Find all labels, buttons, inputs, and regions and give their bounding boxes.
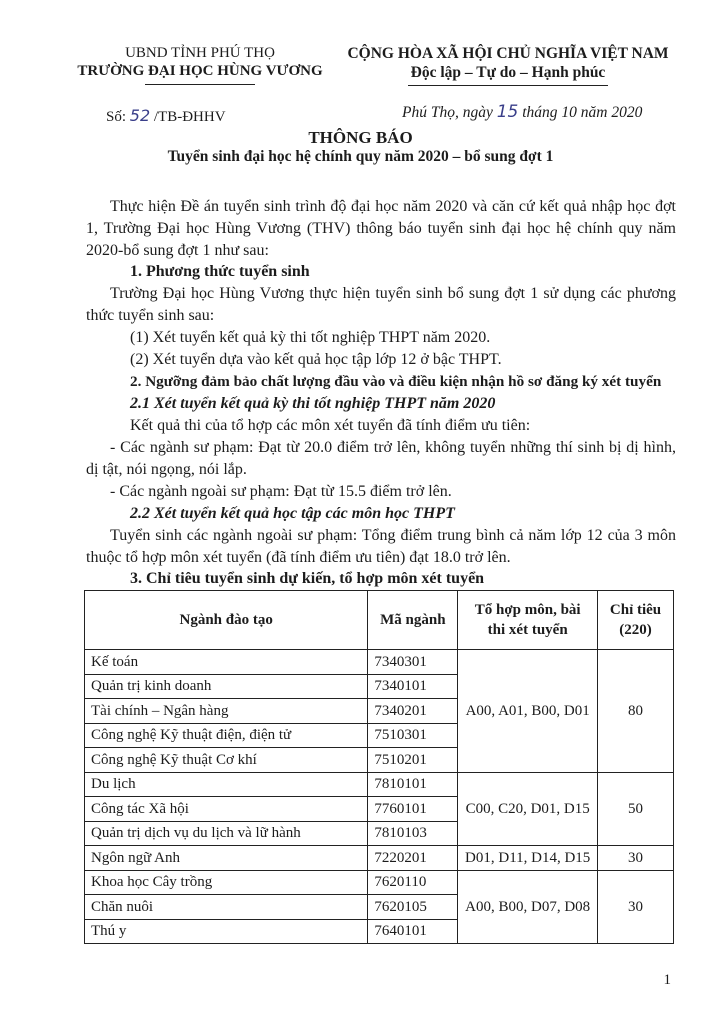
col-header-quota: [598, 591, 674, 650]
cell-subject-combo: C00, C20, D01, D15: [458, 772, 598, 846]
section2-sub1-item1: - Các ngành sư phạm: Đạt từ 20.0 điểm trở lên, không tuyển những thí sinh bị dị hình, dị tật, nói ngọng, nói lắp.: [86, 439, 676, 478]
col-header-combo-text: Tổ hợp môn, bài thi xét tuyển: [474, 602, 581, 638]
section2-sub2-heading: 2.2 Xét tuyển kết quả học tập các môn học THPT: [130, 505, 455, 522]
cell-major: Công nghệ Kỹ thuật điện, điện tử: [85, 723, 368, 748]
date-handwritten-day: 15: [496, 102, 519, 122]
table-row: [85, 846, 674, 871]
cell-code: 7340301: [368, 650, 458, 675]
cell-major: Ngôn ngữ Anh: [85, 846, 368, 871]
issuer-header: [60, 44, 340, 85]
section1-item1: (1) Xét tuyển kết quả kỳ thi tốt nghiệp THPT năm 2020.: [130, 329, 491, 346]
cell-major: Công tác Xã hội: [85, 797, 368, 822]
cell-quota: 30: [598, 846, 674, 871]
section1-heading: 1. Phương thức tuyển sinh: [130, 263, 310, 280]
cell-code: 7810101: [368, 772, 458, 797]
cell-code: 7340201: [368, 699, 458, 724]
table-row: [85, 650, 674, 675]
document-title: THÔNG BÁO: [308, 128, 413, 147]
table-body: [85, 650, 674, 944]
national-title: CỘNG HÒA XÃ HỘI CHỦ NGHĨA VIỆT NAM: [347, 45, 669, 62]
doc-number-suffix: /TB-ĐHHV: [150, 109, 226, 125]
cell-major: Quản trị kinh doanh: [85, 674, 368, 699]
section3-heading: 3. Chỉ tiêu tuyển sinh dự kiến, tổ hợp môn xét tuyển: [130, 570, 485, 587]
cell-subject-combo: A00, A01, B00, D01: [458, 650, 598, 773]
table-row: [85, 870, 674, 895]
cell-code: 7640101: [368, 919, 458, 944]
cell-code: 7620105: [368, 895, 458, 920]
cell-code: 7620110: [368, 870, 458, 895]
cell-code: 7510201: [368, 748, 458, 773]
col-header-quota-text: Chỉ tiêu (220): [609, 602, 662, 638]
doc-number-handwritten: 52: [129, 106, 151, 125]
cell-quota: 80: [598, 650, 674, 773]
section2-sub1-item2: - Các ngành ngoài sư phạm: Đạt từ 15.5 điểm trở lên.: [110, 483, 452, 500]
cell-major: Chăn nuôi: [85, 895, 368, 920]
national-header: [338, 44, 678, 86]
intro-paragraph: Thực hiện Đề án tuyển sinh trình độ đại học năm 2020 và căn cứ kết quả nhập học đợt 1, Trường Đại học Hùng Vương (THV) thông báo tuyển sinh đại học hệ chính quy năm 2020-bổ sung đợt 1 như sau:: [86, 198, 676, 259]
issuer-province: UBND TỈNH PHÚ THỌ: [125, 45, 275, 61]
document-date: [402, 102, 642, 122]
cell-code: 7510301: [368, 723, 458, 748]
date-suffix: tháng 10 năm 2020: [518, 104, 643, 121]
cell-major: Kế toán: [85, 650, 368, 675]
col-header-code: [368, 591, 458, 650]
cell-subject-combo: A00, B00, D07, D08: [458, 870, 598, 944]
cell-major: Du lịch: [85, 772, 368, 797]
page-number: 1: [663, 972, 671, 988]
cell-code: 7340101: [368, 674, 458, 699]
document-number: [106, 106, 226, 126]
motto-underline: [408, 85, 608, 86]
section1-item2: (2) Xét tuyển dựa vào kết quả học tập lớp 12 ở bậc THPT.: [130, 351, 502, 368]
section1-text: Trường Đại học Hùng Vương thực hiện tuyển sinh bổ sung đợt 1 sử dụng các phương thức tuyển sinh sau:: [86, 285, 676, 324]
cell-quota: 50: [598, 772, 674, 846]
section2-sub1-text: Kết quả thi của tổ hợp các môn xét tuyển đã tính điểm ưu tiên:: [130, 417, 531, 434]
table-row: [85, 772, 674, 797]
cell-subject-combo: D01, D11, D14, D15: [458, 846, 598, 871]
cell-major: Khoa học Cây trồng: [85, 870, 368, 895]
issuer-underline: [145, 84, 255, 85]
section2-heading: 2. Ngưỡng đảm bảo chất lượng đầu vào và điều kiện nhận hồ sơ đăng ký xét tuyển: [130, 373, 662, 390]
cell-major: Thú y: [85, 919, 368, 944]
section2-sub1-heading: 2.1 Xét tuyển kết quả kỳ thi tốt nghiệp THPT năm 2020: [130, 395, 496, 412]
issuer-university: TRƯỜNG ĐẠI HỌC HÙNG VƯƠNG: [77, 63, 323, 79]
col-header-code-text: Mã ngành: [380, 612, 446, 628]
col-header-combo: [458, 591, 598, 650]
cell-code: 7220201: [368, 846, 458, 871]
quota-table: [84, 590, 674, 944]
national-motto: Độc lập – Tự do – Hạnh phúc: [410, 64, 606, 81]
document-subtitle: Tuyển sinh đại học hệ chính quy năm 2020 – bổ sung đợt 1: [167, 148, 554, 165]
doc-number-prefix: Số:: [106, 109, 130, 125]
cell-quota: 30: [598, 870, 674, 944]
cell-major: Quản trị dịch vụ du lịch và lữ hành: [85, 821, 368, 846]
table-header-row: [85, 591, 674, 650]
section2-sub2-text: Tuyển sinh các ngành ngoài sư phạm: Tổng điểm trung bình cả năm lớp 12 của 3 môn thuộc tổ hợp môn xét tuyển (đã tính điểm ưu tiên) đạt 18.0 trở lên.: [86, 527, 676, 566]
cell-major: Tài chính – Ngân hàng: [85, 699, 368, 724]
col-header-major: Ngành đào tạo: [85, 591, 368, 650]
cell-code: 7760101: [368, 797, 458, 822]
date-prefix: Phú Thọ, ngày: [402, 104, 497, 121]
cell-major: Công nghệ Kỹ thuật Cơ khí: [85, 748, 368, 773]
cell-code: 7810103: [368, 821, 458, 846]
